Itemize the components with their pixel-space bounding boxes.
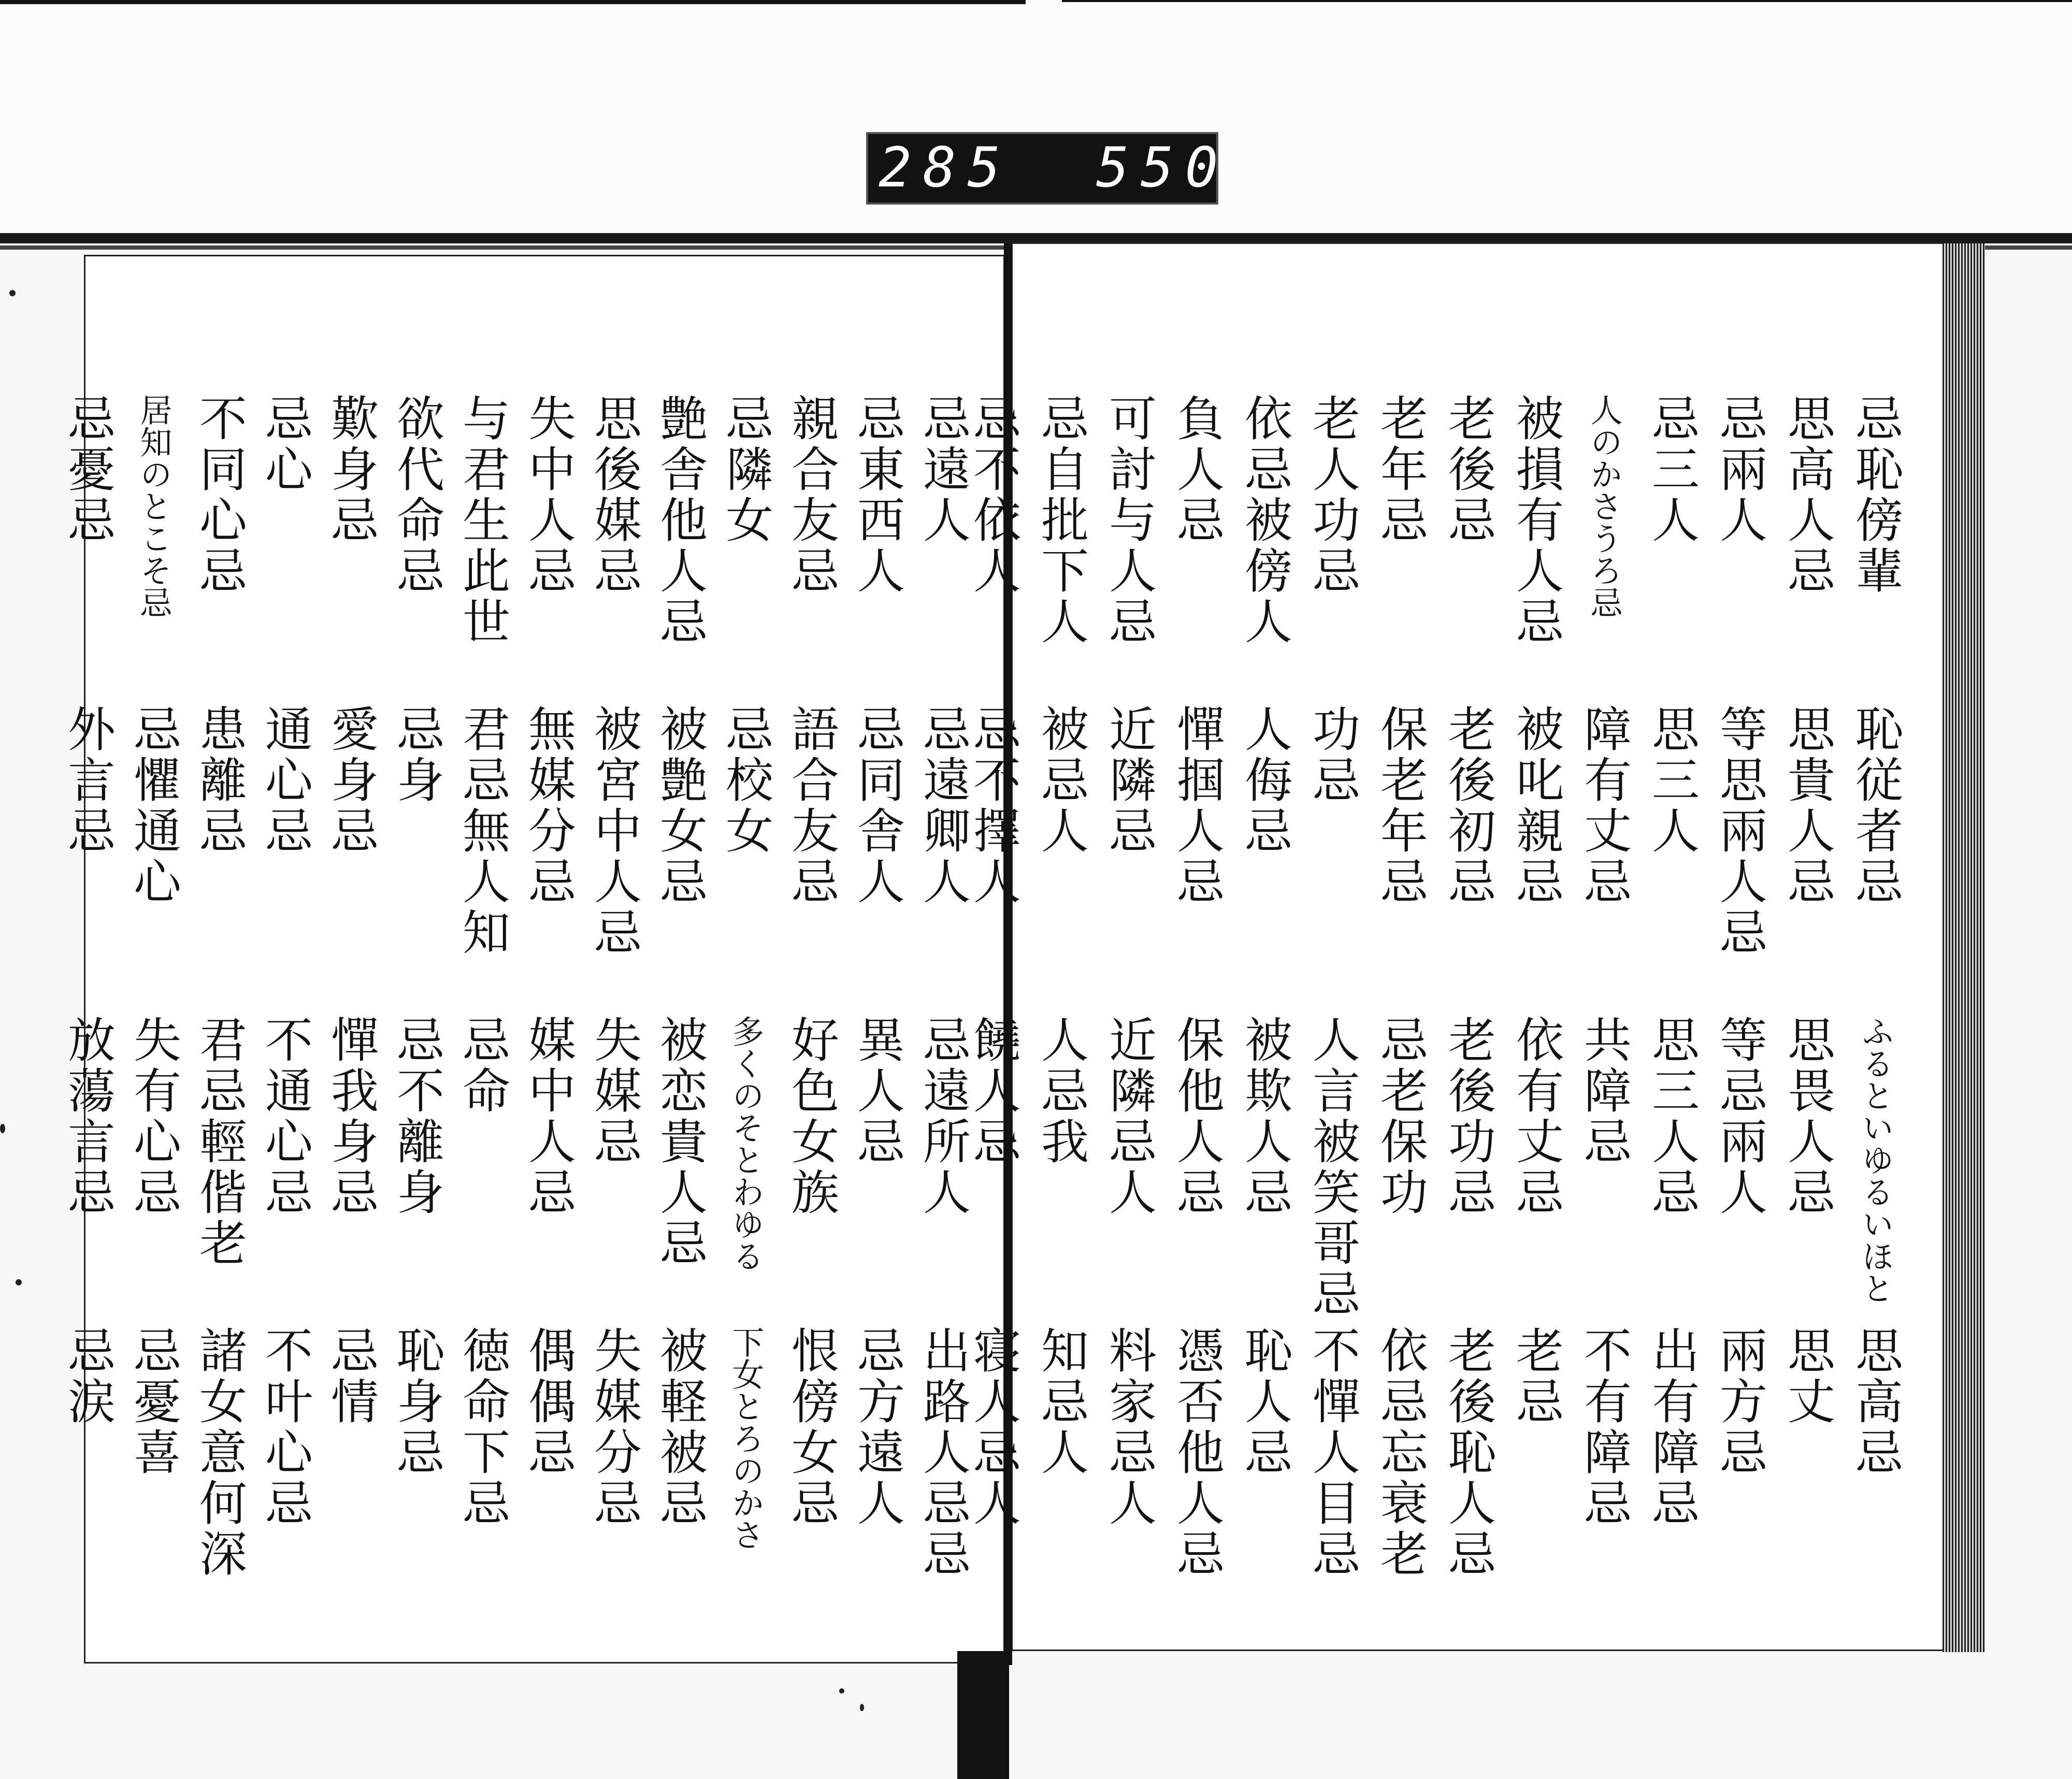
text-column: 近隣忌人 — [1101, 1015, 1157, 1218]
text-column: 依有丈忌 — [1508, 1015, 1564, 1218]
text-column: 等思兩人忌 — [1712, 704, 1767, 958]
text-column: 人侮忌 — [1237, 704, 1292, 857]
text-column: 思丈 — [1780, 1326, 1835, 1427]
text-column: 君忌無人知 — [455, 704, 510, 958]
text-column: 忌遠所人 — [915, 1015, 971, 1218]
text-column: 老後忌 — [1441, 394, 1496, 546]
text-column: 忌不依人 — [966, 394, 1021, 597]
text-column: 忌兩人 — [1712, 394, 1767, 546]
text-column: 恨傍女忌 — [784, 1326, 839, 1529]
text-column: 愛身忌 — [323, 704, 379, 857]
text-column: 知忌人 — [1033, 1326, 1089, 1478]
text-column: 保老年忌 — [1373, 704, 1428, 907]
text-column: 功忌 — [1305, 704, 1360, 806]
text-column: 忌心 — [257, 394, 313, 495]
top-rule-left — [0, 0, 1026, 4]
text-column: 忌命 — [455, 1015, 510, 1117]
text-column: 思貴人忌 — [1780, 704, 1835, 907]
text-column: 患離忌 — [192, 704, 247, 857]
text-column: 通心忌 — [257, 704, 313, 857]
text-column: 忌自批下人 — [1033, 394, 1089, 647]
text-column: 思高忌 — [1848, 1326, 1903, 1478]
text-column: 居知のとこそ忌 — [135, 394, 172, 618]
text-column: 忌三人 — [1644, 394, 1700, 546]
text-column: 被軽被忌 — [652, 1326, 708, 1529]
spine-shadow — [957, 1651, 1009, 1779]
top-rule-right — [1062, 0, 2072, 2]
text-column: 老後功忌 — [1441, 1015, 1496, 1218]
text-column: 不同心忌 — [192, 394, 247, 597]
text-column: 外言忌 — [60, 704, 116, 857]
scanner-band — [0, 233, 2072, 243]
text-column: 出路人忌忌 — [915, 1326, 971, 1580]
text-column: 欲代命忌 — [389, 394, 444, 597]
text-column: 不叶心忌 — [257, 1326, 313, 1529]
text-column: 老後恥人忌 — [1441, 1326, 1496, 1580]
text-column: 忌遠卿人 — [915, 704, 971, 907]
text-column: 障有丈忌 — [1576, 704, 1632, 907]
text-column: 負人忌 — [1169, 394, 1225, 546]
text-column: 無媒分忌 — [521, 704, 576, 907]
text-column: 忌校女 — [718, 704, 773, 857]
text-column: 忌恥傍輩 — [1848, 394, 1903, 597]
text-column: 偶偶忌 — [521, 1326, 576, 1478]
text-column: 出有障忌 — [1644, 1326, 1700, 1529]
text-column: 与君生此世 — [455, 394, 510, 647]
text-column: 多くのそとわゆる — [727, 1015, 765, 1272]
text-column: 寝人忌人 — [966, 1326, 1021, 1529]
text-column: 被忌人 — [1033, 704, 1089, 857]
text-column: 歎身忌 — [323, 394, 379, 546]
text-column: ふるといゆるいほと — [1857, 1015, 1894, 1304]
text-column: 老忌 — [1508, 1326, 1564, 1427]
text-column: 忌不離身 — [389, 1015, 444, 1218]
text-column: 人のかさうろ忌 — [1585, 394, 1623, 618]
text-column: 異人忌 — [850, 1015, 905, 1167]
text-column: 人言被笑哥忌 — [1305, 1015, 1360, 1320]
text-column: 被恋貴人忌 — [652, 1015, 708, 1269]
text-column: 思三人 — [1644, 704, 1700, 857]
text-column: 饒人忌 — [966, 1015, 1021, 1167]
text-column: 老後初忌 — [1441, 704, 1496, 907]
text-column: 忌身 — [389, 704, 444, 806]
text-column: 放蕩言忌 — [60, 1015, 116, 1218]
text-column: 忌懼通心 — [126, 704, 181, 907]
text-column: 忌遠人 — [915, 394, 971, 546]
text-column: 被損有人忌 — [1508, 394, 1564, 647]
text-column: 恥身忌 — [389, 1326, 444, 1478]
text-column: 等忌兩人 — [1712, 1015, 1767, 1218]
text-column: 憚我身忌 — [323, 1015, 379, 1218]
text-column: 失有心忌 — [126, 1015, 181, 1218]
text-column: 好色女族 — [784, 1015, 839, 1218]
text-column: 思畏人忌 — [1780, 1015, 1835, 1218]
text-column: 被叱親忌 — [1508, 704, 1564, 907]
text-column: 忌不擇人 — [966, 704, 1021, 907]
text-column: 忌老保功 — [1373, 1015, 1428, 1218]
text-column: 親合友忌 — [784, 394, 839, 597]
text-column: 憑否他人忌 — [1169, 1326, 1225, 1580]
text-column: 保他人忌 — [1169, 1015, 1225, 1218]
text-column: 思三人忌 — [1644, 1015, 1700, 1218]
text-column: 思高人忌 — [1780, 394, 1835, 597]
text-column: 忌涙 — [60, 1326, 116, 1427]
text-column: 近隣忌 — [1101, 704, 1157, 857]
text-column: 忌隣女 — [718, 394, 773, 546]
text-column: 恥従者忌 — [1848, 704, 1903, 907]
text-column: 依忌忘衰老 — [1373, 1326, 1428, 1580]
text-column: 老年忌 — [1373, 394, 1428, 546]
text-column: 忌東西人 — [850, 394, 905, 597]
text-column: 忌憂喜 — [126, 1326, 181, 1478]
text-column: 被艶女忌 — [652, 704, 708, 907]
text-column: 失中人忌 — [521, 394, 576, 597]
text-column: 諸女意何深 — [192, 1326, 247, 1580]
text-column: 兩方忌 — [1712, 1326, 1767, 1478]
text-column: 恥人忌 — [1237, 1326, 1292, 1478]
text-column: 憚掴人忌 — [1169, 704, 1225, 907]
text-column: 語合友忌 — [784, 704, 839, 907]
text-column: 共障忌 — [1576, 1015, 1632, 1167]
text-column: 忌同舎人 — [850, 704, 905, 907]
counter-left-number: 285 — [879, 136, 1012, 199]
text-column: 不通心忌 — [257, 1015, 313, 1218]
text-column: 失媒分忌 — [586, 1326, 642, 1529]
counter-right-number: 550 — [1096, 136, 1230, 199]
text-column: 不憚人目忌 — [1305, 1326, 1360, 1580]
text-column: 忌憂忌 — [60, 394, 116, 546]
text-column: 不有障忌 — [1576, 1326, 1632, 1529]
text-column: 忌方遠人 — [850, 1326, 905, 1529]
frame-counter — [866, 132, 1230, 205]
text-column: 忌情 — [323, 1326, 379, 1427]
text-column: 依忌被傍人 — [1237, 394, 1292, 647]
text-column: 被宮中人忌 — [586, 704, 642, 958]
text-column: 艶舎他人忌 — [652, 394, 708, 647]
text-column: 君忌輕偕老 — [192, 1015, 247, 1269]
page-edges — [1942, 243, 1985, 1652]
text-column: 可討与人忌 — [1101, 394, 1157, 647]
text-column: 徳命下忌 — [455, 1326, 510, 1529]
text-column: 人忌我 — [1033, 1015, 1089, 1167]
text-column: 失媒忌 — [586, 1015, 642, 1167]
text-column: 下女とろのかさ — [727, 1326, 765, 1551]
text-column: 老人功忌 — [1305, 394, 1360, 597]
text-column: 媒中人忌 — [521, 1015, 576, 1218]
text-column: 料家忌人 — [1101, 1326, 1157, 1529]
text-column: 被欺人忌 — [1237, 1015, 1292, 1218]
text-column: 思後媒忌 — [586, 394, 642, 597]
